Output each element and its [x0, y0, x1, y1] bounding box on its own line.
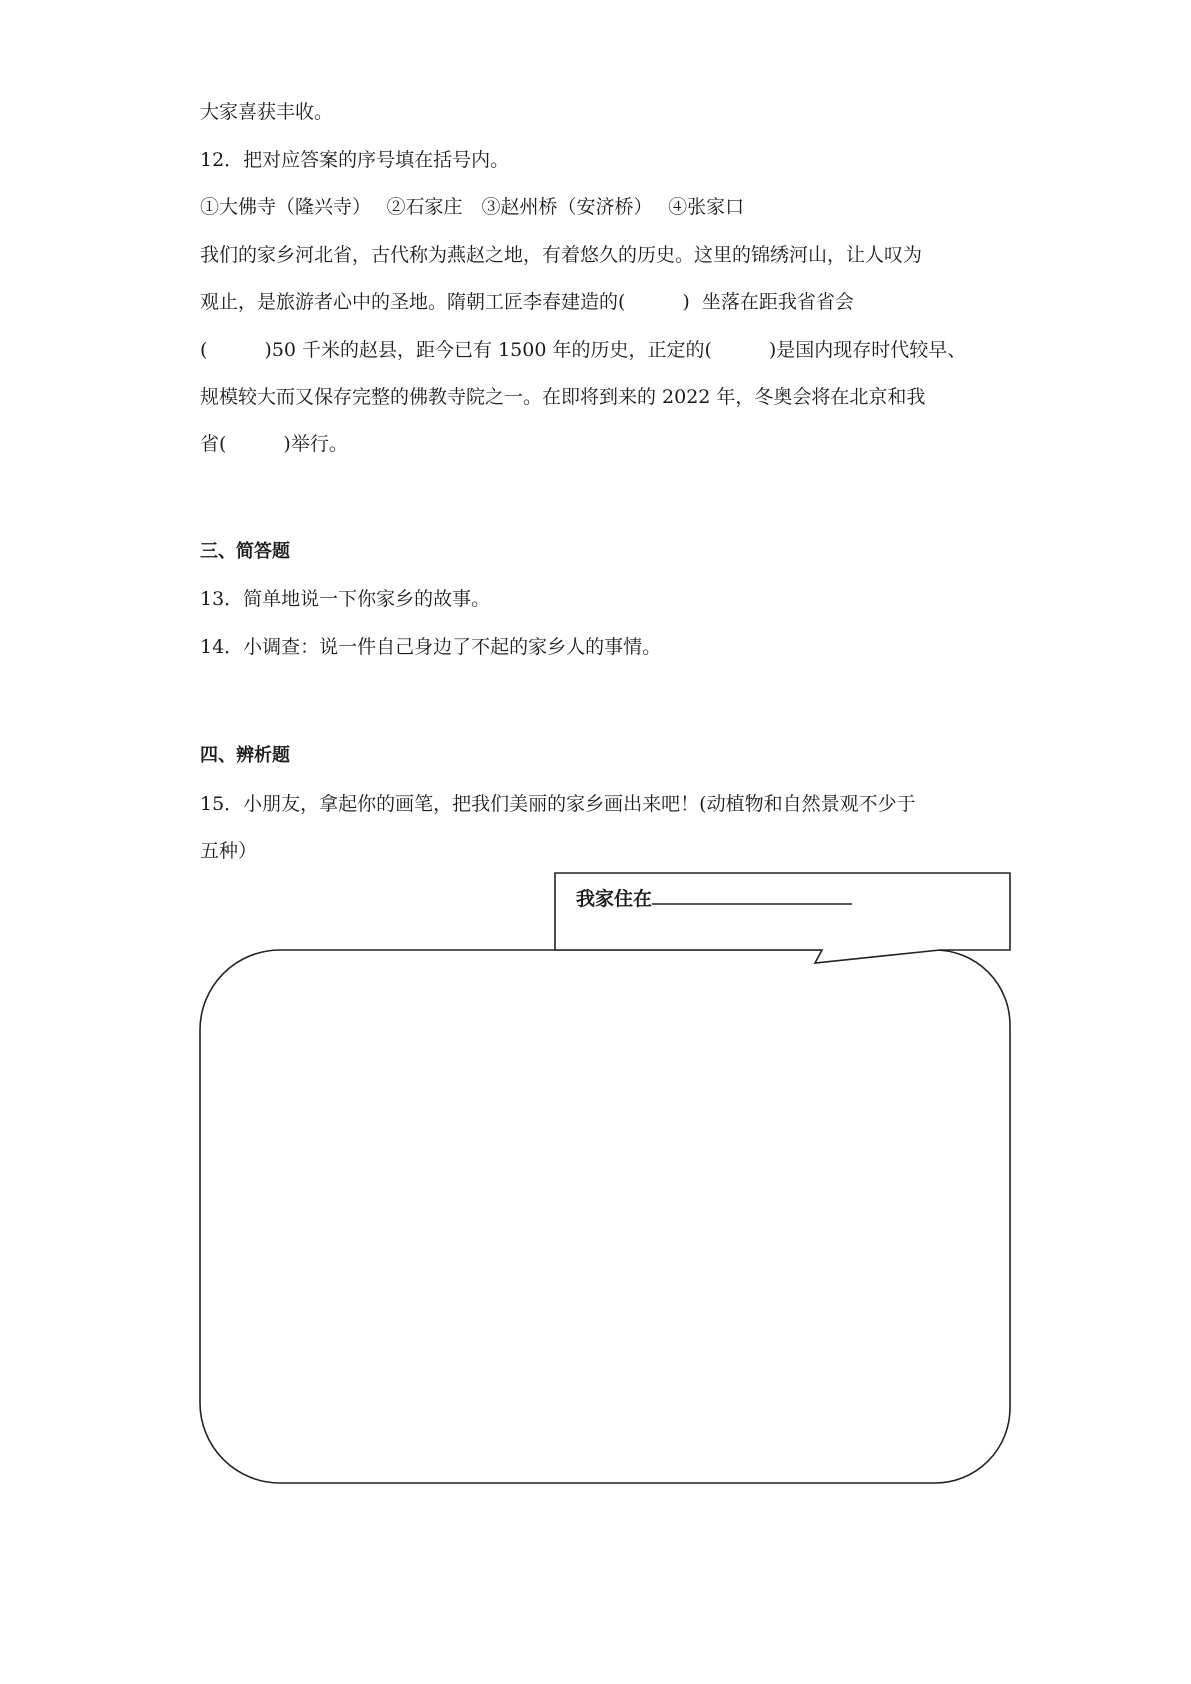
- callout-label: 我家住在: [576, 888, 653, 910]
- q12-paragraph-line-5: 省( )举行。: [200, 433, 348, 455]
- q15-line-1: 15．小朋友，拿起你的画笔，把我们美丽的家乡画出来吧！(动植物和自然景观不少于: [200, 793, 916, 815]
- q12-paragraph-line-3: ( )50 千米的赵县，距今已有 1500 年的历史，正定的( )是国内现存时代较早、: [200, 339, 967, 361]
- q12-options: ①大佛寺（隆兴寺） ②石家庄 ③赵州桥（安济桥） ④张家口: [200, 196, 745, 218]
- section-3-heading: 三、简答题: [200, 541, 290, 562]
- q11-tail: 大家喜获丰收。: [200, 101, 334, 123]
- section-4-heading: 四、辨析题: [200, 745, 290, 766]
- q14: 14．小调查：说一件自己身边了不起的家乡人的事情。: [200, 636, 662, 658]
- q12-paragraph-line-1: 我们的家乡河北省，古代称为燕赵之地，有着悠久的历史。这里的锦绣河山，让人叹为: [200, 244, 923, 266]
- q12-paragraph-line-4: 规模较大而又保存完整的佛教寺院之一。在即将到来的 2022 年，冬奥会将在北京和我: [200, 386, 926, 408]
- q13: 13．简单地说一下你家乡的故事。: [200, 588, 491, 610]
- q12-title: 12．把对应答案的序号填在括号内。: [200, 149, 510, 171]
- q12-paragraph-line-2: 观止，是旅游者心中的圣地。隋朝工匠李春建造的( ) 坐落在距我省省会: [200, 291, 854, 313]
- q15-line-2: 五种）: [200, 840, 258, 862]
- drawing-area-box[interactable]: [200, 950, 1010, 1483]
